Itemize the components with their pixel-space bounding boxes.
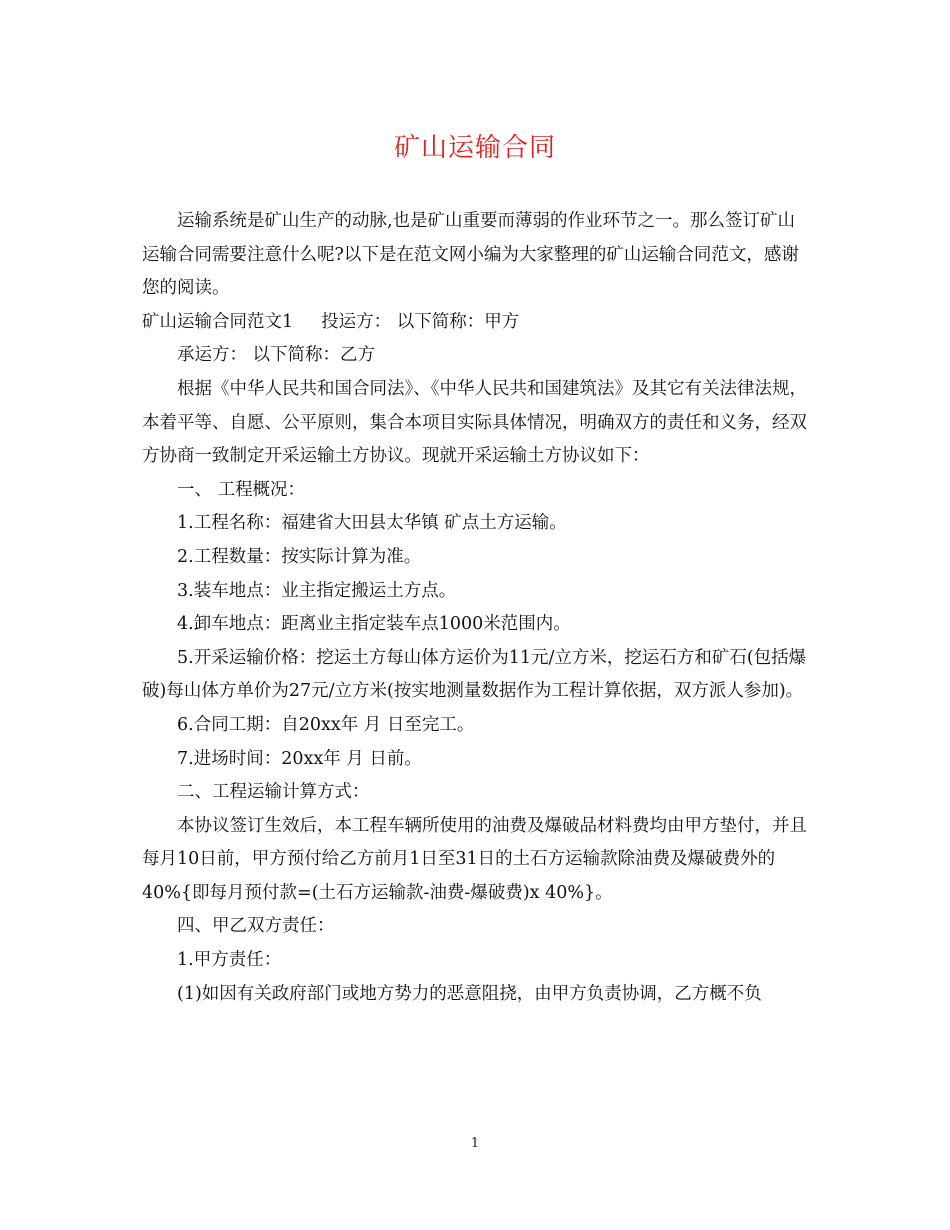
page-number: 1 — [470, 1136, 480, 1151]
clause-item: 4.卸车地点：距离业主指定装车点1000米范围内。 — [177, 614, 571, 635]
clause-item: 7.进场时间：20xx年 月 日前。 — [177, 748, 422, 769]
sample-party: 投运方： 以下简称：甲方 — [321, 311, 520, 332]
clause-item: 5.开采运输价格：挖运土方每山体方运价为11元/立方米，挖运石方和矿石(包括爆破)每山体方单价为27元/立方米(按实地测量数据作为工程计算依据，双方派人参加)。 — [142, 647, 807, 702]
basis-paragraph: 根据《中华人民共和国合同法》、《中华人民共和国建筑法》及其它有关法律法规，本着平等、自愿、公平原则，集合本项目实际具体情况，明确双方的责任和义务，经双方协商一致制定开采运输土方协议。现就开采运输土方协议如下： — [142, 378, 807, 467]
carrier-line: 承运方： 以下简称：乙方 — [177, 345, 376, 366]
section-heading: 一、 工程概况： — [177, 479, 306, 500]
section-heading: 二、工程运输计算方式： — [177, 782, 370, 803]
document-body — [142, 205, 812, 1011]
intro-paragraph: 运输系统是矿山生产的动脉,也是矿山重要而薄弱的作业环节之一。那么签订矿山运输合同需要注意什么呢?以下是在范文网小编为大家整理的矿山运输合同范文，感谢您的阅读。 — [142, 211, 799, 299]
clause-item: 1.甲方责任： — [177, 950, 282, 971]
clause-item: (1)如因有关政府部门或地方势力的恶意阻挠，由甲方负责协调，乙方概不负 — [177, 983, 762, 1004]
section-heading: 四、甲乙双方责任： — [177, 916, 335, 937]
sample-heading: 矿山运输合同范文1 — [142, 311, 294, 332]
document-title: 矿山运输合同 — [393, 133, 556, 163]
clause-item: 6.合同工期：自20xx年 月 日至完工。 — [177, 714, 475, 735]
clause-item: 2.工程数量：按实际计算为准。 — [177, 546, 422, 567]
payment-paragraph: 本协议签订生效后，本工程车辆所使用的油费及爆破品材料费均由甲方垫付，并且每月10日前，甲方预付给乙方前月1日至31日的土石方运输款除油费及爆破费外的40%{即每月预付款=(土石方运输款-油费-爆破费)x 40%}。 — [142, 815, 807, 903]
clause-item: 3.装车地点：业主指定搬运土方点。 — [177, 580, 457, 601]
sample-heading-line — [142, 306, 812, 340]
clause-item: 1.工程名称：福建省大田县太华镇 矿点土方运输。 — [177, 513, 567, 534]
